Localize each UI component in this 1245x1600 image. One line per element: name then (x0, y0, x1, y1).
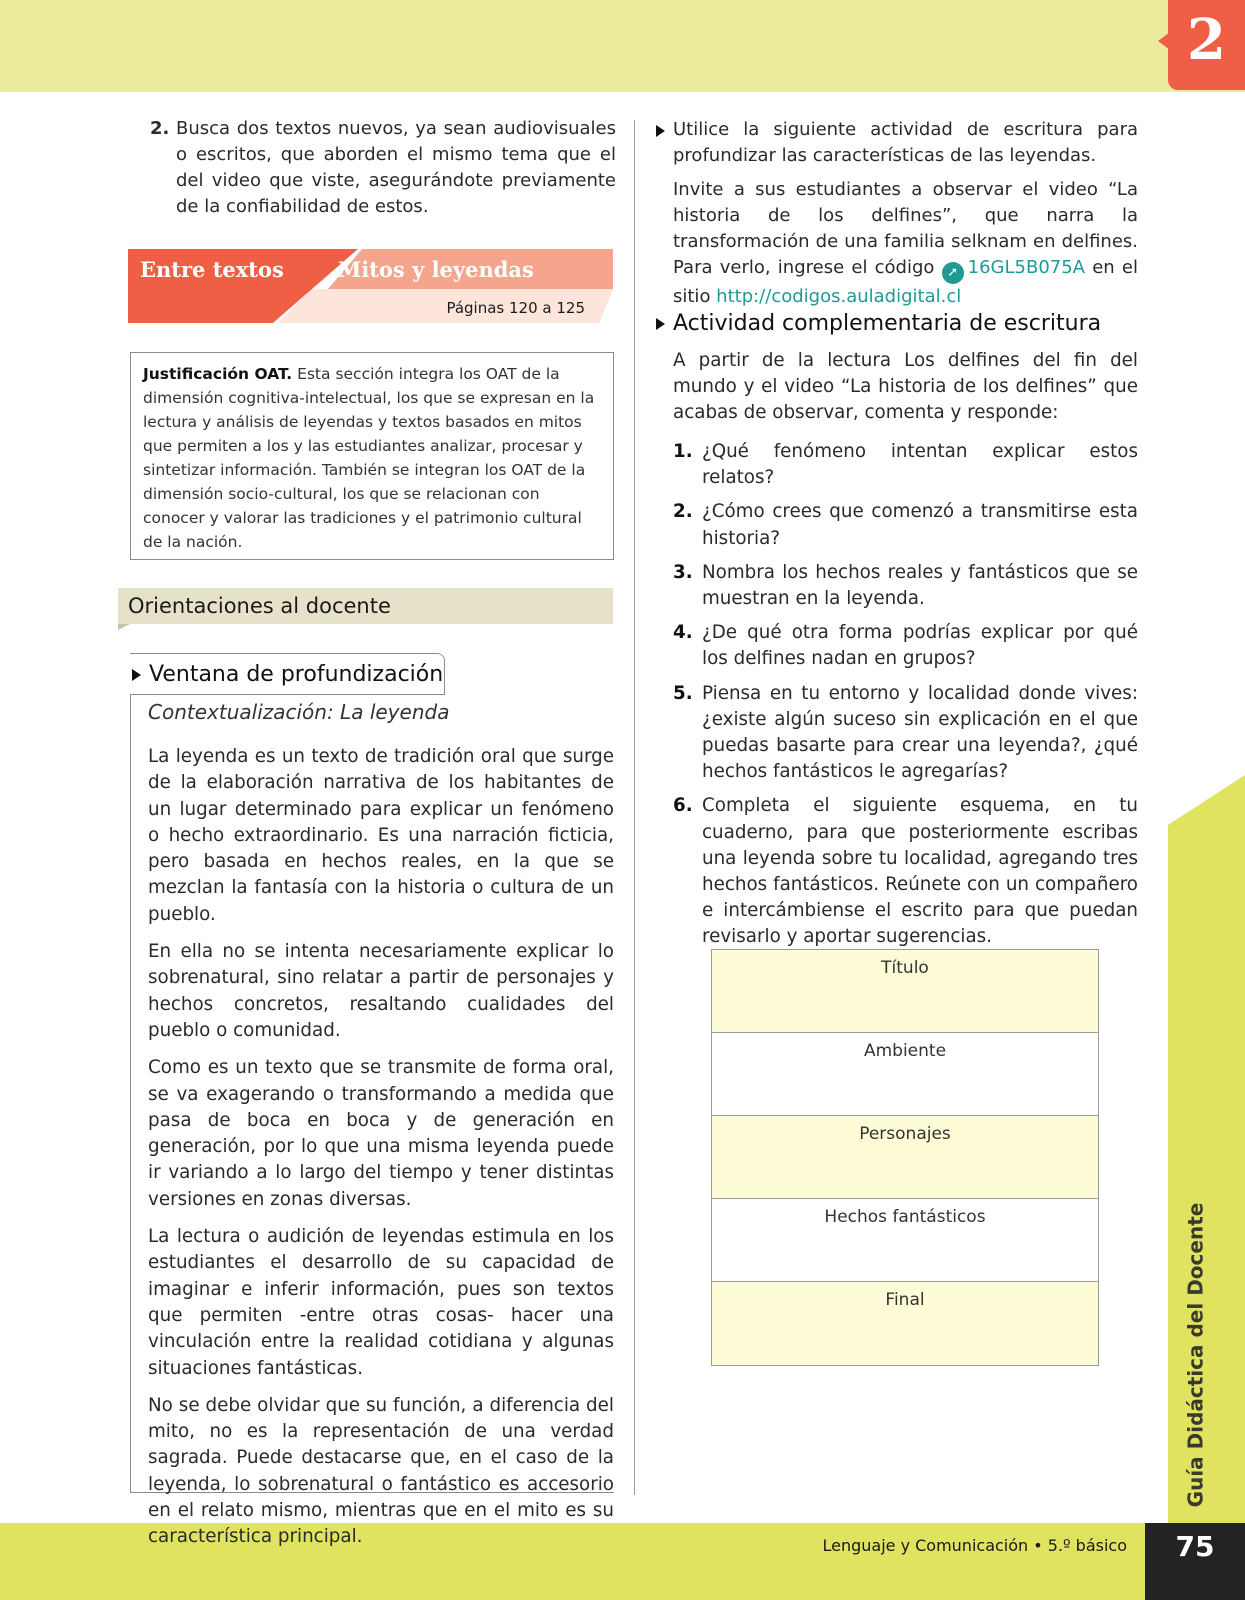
header-band (0, 0, 1245, 92)
invite-paragraph (656, 177, 1138, 310)
scheme-table (711, 949, 1099, 1366)
intro-item-number: 2. (150, 118, 170, 139)
intro-item (150, 116, 616, 220)
ventana-paragraph: La leyenda es un texto de tradición oral que surge de la elaboración narrativa de los habitantes de un lugar determinado para explicar un fenómeno o hecho extraordinario. Es una narración ficticia, pero basada en hechos reales, en la que se mezclan la fantasía con la historia o cultura de un pueblo. (148, 746, 614, 925)
scheme-cell-final: Final (712, 1282, 1098, 1365)
orientaciones-heading: Orientaciones al docente (118, 588, 613, 624)
list-item (673, 560, 1138, 612)
list-item (673, 439, 1138, 491)
question-number: 4. (673, 622, 693, 644)
site-link[interactable]: http://codigos.auladigital.cl (716, 286, 962, 307)
entre-textos-banner (128, 249, 613, 323)
site-text: en el sitio (673, 257, 1138, 307)
question-text: ¿De qué otra forma podrías explicar por qué los delfines nadan en grupos? (702, 622, 1138, 670)
triangle-bullet-icon (656, 125, 665, 137)
side-label-text: Guía Didáctica del Docente (1183, 1202, 1207, 1508)
ventana-title-text: Ventana de profundización (149, 662, 444, 687)
banner-topic: Mitos y leyendas (338, 257, 534, 282)
list-item (673, 681, 1138, 786)
ventana-paragraph: No se debe olvidar que su función, a diferencia del mito, no es la representación de una verdad sagrada. Puede destacarse que, en el caso de la leyenda, lo sobrenatural o fantástico es accesorio en el relato mismo, mientras que en el mito es su característica principal. (148, 1394, 614, 1548)
scheme-cell-personajes: Personajes (712, 1116, 1098, 1199)
ventana-paragraph: En ella no se intenta necesariamente explicar lo sobrenatural, sino relatar a partir de personajes y hechos concretos, resaltando cualidades del pueblo o comunidad. (148, 941, 614, 1041)
question-list (673, 439, 1138, 959)
scheme-cell-titulo: Título (712, 950, 1098, 1033)
question-number: 2. (673, 501, 693, 523)
oat-text: Esta sección integra los OAT de la dimensión cognitiva-intelectual, los que se expresan en la lectura y análisis de leyendas y textos basados en mitos que permiten a los y las estudiantes analizar, procesar y sintetizar información. También se integran los OAT de la dimensión socio-cultural, los que se relacionan con conocer y valorar las tradiciones y el patrimonio cultural de la nación. (143, 365, 595, 551)
ventana-title (132, 662, 443, 687)
intro-item-text: Busca dos textos nuevos, ya sean audiovisuales o escritos, que aborden el mismo tema que el del video que viste, asegurándote previamente de la confiabilidad de estos. (176, 118, 616, 217)
banner-pages: Páginas 120 a 125 (446, 299, 585, 317)
question-number: 5. (673, 682, 693, 704)
ventana-body (148, 744, 614, 1562)
unit-number: 2 (1187, 7, 1226, 73)
invite-text: Invite a sus estudiantes a observar el video “La historia de los delfines”, que narra la transformación de una familia selknam en delfines. Para verlo, ingrese el código (673, 179, 1138, 278)
banner-section: Entre textos (140, 257, 284, 282)
scheme-cell-ambiente: Ambiente (712, 1033, 1098, 1116)
question-text: Completa el siguiente esquema, en tu cuaderno, para que posteriormente escribas una leyenda sobre tu localidad, agregando tres hechos fantásticos. Reúnete con un compañero e intercámbiense el escrito para que puedan revisarlo y aportar sugerencias. (702, 795, 1138, 948)
scheme-cell-hechos: Hechos fantásticos (712, 1199, 1098, 1282)
question-text: Piensa en tu entorno y localidad donde vives: ¿existe algún suceso sin explicación en el que puedas basarte para crear una leyenda?, ¿qué hechos fantásticos le agregarías? (702, 682, 1138, 783)
question-text: ¿Qué fenómeno intentan explicar estos relatos? (702, 441, 1138, 489)
right-intro-text: Utilice la siguiente actividad de escritura para profundizar las características de las leyendas. (673, 119, 1138, 166)
oat-lead: Justificación OAT. (143, 365, 293, 383)
question-number: 1. (673, 441, 693, 462)
right-intro (656, 117, 1138, 310)
list-item (673, 620, 1138, 672)
ventana-paragraph: Como es un texto que se transmite de forma oral, se va exagerando o transformando a medida que pasa de boca en boca y de generación en generación, por lo que una misma leyenda puede ir variando a lo largo del tiempo y tener distintas versiones en zonas diversas. (148, 1057, 614, 1210)
question-text: ¿Cómo crees que comenzó a transmitirse esta historia? (702, 501, 1138, 549)
list-item (673, 793, 1138, 950)
column-divider (634, 120, 635, 1495)
activity-title (656, 311, 1101, 336)
ventana-paragraph: La lectura o audición de leyendas estimula en los estudiantes el desarrollo de su capacidad de imaginar e inferir información, pues son textos que permiten -entre otras cosas- hacer una vinculación entre la realidad cotidiana y algunas situaciones fantásticas. (148, 1226, 614, 1379)
code-link[interactable]: 16GL5B075A (967, 257, 1085, 278)
side-label (1168, 1202, 1222, 1508)
ventana-subtitle: Contextualización: La leyenda (148, 700, 450, 724)
question-number: 6. (673, 795, 693, 817)
list-item (673, 499, 1138, 551)
footer-subject: Lenguaje y Comunicación • 5.º básico (822, 1536, 1127, 1555)
triangle-bullet-icon (132, 669, 141, 681)
oat-box (130, 352, 614, 560)
orientaciones-tip (118, 624, 130, 630)
activity-title-text: Actividad complementaria de escritura (673, 311, 1102, 336)
activity-intro: A partir de la lectura Los delfines del fin del mundo y el video “La historia de los delfines” que acabas de observar, comenta y responde: (673, 350, 1138, 423)
page-number: 75 (1175, 1530, 1215, 1563)
question-text: Nombra los hechos reales y fantásticos que se muestran en la leyenda. (702, 561, 1138, 610)
question-number: 3. (673, 561, 693, 583)
rocket-icon: ➚ (942, 262, 964, 284)
triangle-bullet-icon (656, 318, 665, 330)
